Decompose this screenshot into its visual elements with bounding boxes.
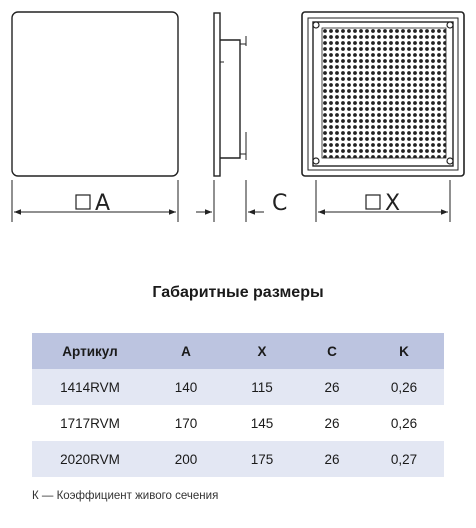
section-title: Габаритные размеры — [152, 284, 324, 301]
cell-k: 0,26 — [390, 415, 418, 431]
cell-article: 1414RVM — [32, 369, 148, 405]
cell-x: 145 — [250, 415, 274, 431]
screw-hole — [313, 22, 319, 28]
technical-drawings — [0, 0, 476, 240]
screw-hole — [447, 22, 453, 28]
dimension-x-label: X — [385, 191, 401, 216]
square-symbol — [366, 195, 380, 209]
front-view-grille — [302, 12, 464, 222]
cell-a: 200 — [148, 441, 224, 477]
cell-x: 175 — [224, 441, 300, 477]
column-header-k: K — [364, 333, 444, 369]
table-header-row — [32, 333, 444, 369]
front-view-plain — [12, 12, 178, 222]
table-row — [32, 369, 444, 405]
footnote: К — Коэффициент живого сечения — [32, 490, 219, 502]
cell-x: 115 — [224, 369, 300, 405]
column-header-c: C — [300, 333, 364, 369]
cell-c: 26 — [324, 415, 340, 431]
column-header-x: X — [224, 333, 300, 369]
cell-k: 0,26 — [364, 369, 444, 405]
side-view — [196, 13, 287, 222]
dimension-a-label: A — [95, 191, 111, 216]
column-header-article: Артикул — [32, 333, 148, 369]
cell-c: 26 — [300, 369, 364, 405]
cell-k: 0,27 — [364, 441, 444, 477]
cell-article: 2020RVM — [32, 441, 148, 477]
cell-a: 140 — [148, 369, 224, 405]
cell-c: 26 — [300, 441, 364, 477]
cell-article: 1717RVM — [60, 415, 120, 431]
table-row — [32, 405, 444, 441]
table-row — [32, 441, 444, 477]
dimensions-table — [32, 333, 444, 477]
screw-hole — [447, 158, 453, 164]
square-symbol — [76, 195, 90, 209]
screw-hole — [313, 158, 319, 164]
cell-a: 170 — [174, 415, 198, 431]
column-header-a: A — [148, 333, 224, 369]
dimension-c-label: C — [272, 191, 288, 216]
